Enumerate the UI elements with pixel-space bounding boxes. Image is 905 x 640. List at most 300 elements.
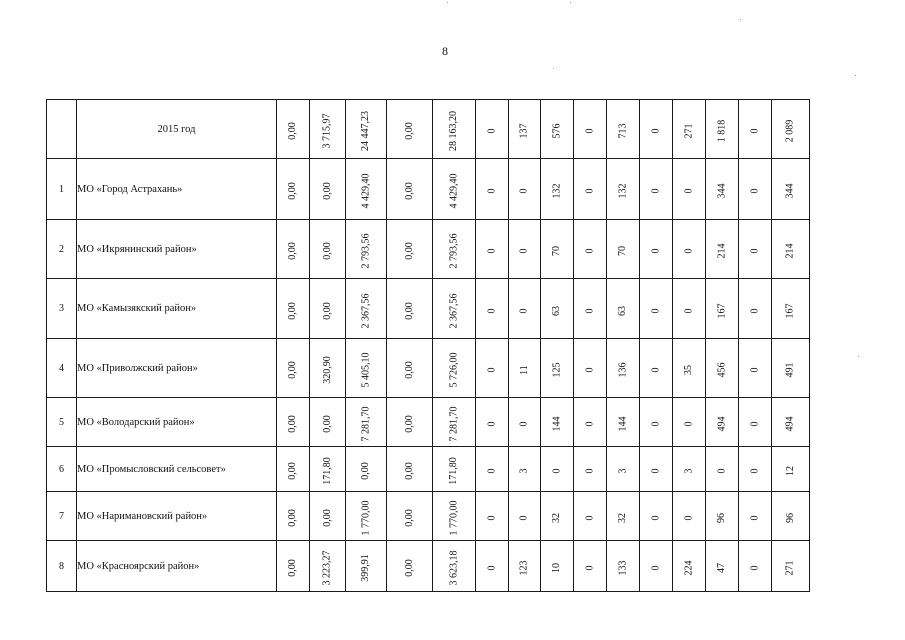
value-cell	[739, 279, 772, 339]
cell-value: 214	[784, 243, 796, 259]
table-row	[47, 220, 810, 279]
value-cell	[277, 100, 310, 159]
scan-speck	[855, 75, 856, 76]
cell-value: 63	[551, 305, 562, 316]
cell-value: 47	[716, 563, 727, 573]
value-cell	[706, 100, 739, 159]
cell-value: 0,00	[287, 182, 298, 200]
value-cell	[346, 159, 387, 220]
value-cell	[509, 159, 541, 220]
value-cell	[607, 100, 640, 159]
value-cell	[541, 339, 574, 398]
cell-value: 125	[551, 362, 562, 378]
cell-value: 32	[617, 513, 628, 523]
cell-value: 344	[716, 183, 727, 199]
cell-value: 3	[683, 468, 694, 474]
cell-value: 0	[584, 308, 595, 313]
value-cell	[346, 220, 387, 279]
value-cell	[277, 492, 310, 541]
cell-value: 0,00	[321, 415, 333, 433]
row-number: 8	[47, 541, 77, 592]
value-cell	[772, 279, 810, 339]
cell-value: 0	[683, 421, 694, 427]
value-cell	[277, 220, 310, 279]
cell-value: 0	[584, 128, 595, 134]
municipality-name: МО «Город Астрахань»	[77, 159, 277, 220]
value-cell	[346, 339, 387, 398]
value-cell	[387, 220, 433, 279]
row-number: 6	[47, 447, 77, 492]
cell-value: 0	[650, 565, 661, 571]
value-cell	[509, 492, 541, 541]
cell-value: 96	[784, 513, 796, 523]
cell-value: 167	[784, 303, 796, 318]
cell-value: 4 429,40	[448, 173, 459, 209]
cell-value: 2 367,56	[448, 293, 459, 328]
cell-value: 3	[617, 468, 628, 474]
value-cell	[772, 220, 810, 279]
value-cell	[346, 398, 387, 447]
value-cell	[640, 159, 673, 220]
cell-value: 0	[650, 468, 661, 474]
value-cell	[574, 159, 607, 220]
value-cell	[433, 100, 476, 159]
value-cell	[476, 541, 509, 592]
value-cell	[673, 339, 706, 398]
cell-value: 0,00	[403, 509, 415, 527]
value-cell	[310, 339, 346, 398]
value-cell	[739, 492, 772, 541]
cell-value: 123	[518, 560, 530, 576]
scan-speck	[570, 2, 571, 3]
value-cell	[509, 220, 541, 279]
value-cell	[476, 220, 509, 279]
value-cell	[739, 541, 772, 592]
value-cell	[476, 447, 509, 492]
table-header-row	[47, 100, 810, 159]
value-cell	[706, 220, 739, 279]
cell-value: 137	[518, 123, 530, 139]
cell-value: 344	[784, 183, 796, 199]
cell-value: 0	[683, 248, 694, 254]
value-cell	[673, 541, 706, 592]
value-cell	[574, 279, 607, 339]
cell-value: 2 367,56	[360, 293, 371, 328]
cell-value: 0,00	[403, 182, 415, 200]
value-cell	[739, 339, 772, 398]
cell-value: 576	[551, 123, 562, 139]
value-cell	[706, 279, 739, 339]
row-number: 1	[47, 159, 77, 220]
value-cell	[346, 100, 387, 159]
row-number	[47, 100, 77, 159]
cell-value: 0	[749, 565, 760, 571]
value-cell	[706, 541, 739, 592]
cell-value: 0	[584, 515, 595, 521]
cell-value: 3 715,97	[321, 113, 333, 149]
cell-value: 0	[683, 515, 694, 521]
value-cell	[509, 447, 541, 492]
value-cell	[574, 492, 607, 541]
cell-value: 10	[551, 563, 562, 573]
value-cell	[476, 159, 509, 220]
value-cell	[387, 339, 433, 398]
cell-value: 2 793,56	[448, 233, 459, 269]
scan-speck	[858, 356, 859, 357]
value-cell	[607, 339, 640, 398]
value-cell	[607, 541, 640, 592]
cell-value: 0	[749, 128, 760, 134]
value-cell	[706, 398, 739, 447]
cell-value: 5 405,10	[360, 352, 371, 388]
value-cell	[387, 398, 433, 447]
value-cell	[310, 279, 346, 339]
cell-value: 0	[650, 367, 661, 373]
cell-value: 0	[584, 421, 595, 427]
data-table	[46, 99, 810, 592]
value-cell	[574, 541, 607, 592]
value-cell	[640, 492, 673, 541]
cell-value: 11	[518, 365, 530, 375]
value-cell	[706, 159, 739, 220]
cell-value: 0	[518, 515, 530, 521]
table-row	[47, 159, 810, 220]
row-number: 3	[47, 279, 77, 339]
value-cell	[310, 220, 346, 279]
cell-value: 0	[518, 248, 530, 254]
cell-value: 0	[749, 367, 760, 373]
value-cell	[277, 279, 310, 339]
cell-value: 271	[683, 123, 694, 139]
value-cell	[640, 100, 673, 159]
cell-value: 494	[716, 416, 727, 432]
cell-value: 0	[650, 515, 661, 521]
cell-value: 35	[683, 365, 694, 375]
cell-value: 0	[486, 128, 497, 134]
value-cell	[433, 492, 476, 541]
cell-value: 1 770,00	[448, 500, 459, 536]
value-cell	[640, 447, 673, 492]
value-cell	[673, 279, 706, 339]
cell-value: 1 818	[716, 119, 727, 143]
cell-value: 0	[486, 367, 497, 373]
cell-value: 0,00	[321, 509, 333, 527]
value-cell	[541, 279, 574, 339]
cell-value: 0,00	[321, 242, 333, 260]
cell-value: 133	[617, 560, 628, 576]
cell-value: 0	[584, 367, 595, 373]
cell-value: 0	[716, 468, 727, 474]
cell-value: 3 623,18	[448, 550, 459, 586]
cell-value: 0	[749, 248, 760, 254]
value-cell	[387, 492, 433, 541]
value-cell	[541, 398, 574, 447]
cell-value: 7 281,70	[448, 406, 459, 442]
cell-value: 0	[518, 421, 530, 427]
cell-value: 0	[486, 188, 497, 194]
value-cell	[772, 541, 810, 592]
value-cell	[476, 279, 509, 339]
row-number: 4	[47, 339, 77, 398]
cell-value: 0,00	[403, 242, 415, 260]
value-cell	[509, 279, 541, 339]
value-cell	[346, 492, 387, 541]
cell-value: 0,00	[287, 559, 298, 577]
cell-value: 0	[518, 308, 530, 313]
row-number: 2	[47, 220, 77, 279]
table-row	[47, 447, 810, 492]
cell-value: 0	[486, 468, 497, 474]
value-cell	[607, 279, 640, 339]
value-cell	[739, 447, 772, 492]
value-cell	[346, 447, 387, 492]
cell-value: 320,90	[321, 356, 333, 384]
cell-value: 0,00	[360, 462, 371, 480]
value-cell	[387, 447, 433, 492]
scan-speck	[553, 68, 554, 69]
municipality-name: МО «Наримановский район»	[77, 492, 277, 541]
cell-value: 132	[551, 183, 562, 199]
value-cell	[387, 541, 433, 592]
value-cell	[476, 339, 509, 398]
value-cell	[706, 339, 739, 398]
cell-value: 2 793,56	[360, 233, 371, 269]
cell-value: 0,00	[403, 122, 415, 140]
cell-value: 0	[650, 421, 661, 427]
value-cell	[607, 159, 640, 220]
cell-value: 0,00	[287, 301, 298, 320]
value-cell	[509, 100, 541, 159]
cell-value: 28 163,20	[448, 111, 459, 151]
cell-value: 0,00	[403, 361, 415, 379]
value-cell	[387, 100, 433, 159]
cell-value: 0	[749, 308, 760, 313]
value-cell	[277, 447, 310, 492]
value-cell	[310, 447, 346, 492]
cell-value: 0,00	[287, 242, 298, 260]
cell-value: 0,00	[403, 301, 415, 320]
value-cell	[772, 339, 810, 398]
value-cell	[541, 100, 574, 159]
cell-value: 399,91	[360, 554, 371, 582]
cell-value: 0,00	[321, 301, 333, 320]
scan-speck	[740, 19, 741, 20]
cell-value: 0	[486, 515, 497, 521]
cell-value: 713	[617, 123, 628, 139]
value-cell	[476, 492, 509, 541]
value-cell	[310, 541, 346, 592]
table-row	[47, 541, 810, 592]
value-cell	[310, 100, 346, 159]
cell-value: 0	[650, 248, 661, 254]
value-cell	[310, 492, 346, 541]
value-cell	[574, 447, 607, 492]
cell-value: 70	[617, 246, 628, 256]
cell-value: 214	[716, 243, 727, 259]
value-cell	[541, 159, 574, 220]
table-row	[47, 339, 810, 398]
cell-value: 7 281,70	[360, 406, 371, 442]
cell-value: 491	[784, 362, 796, 378]
value-cell	[433, 159, 476, 220]
cell-value: 0	[486, 565, 497, 571]
value-cell	[640, 220, 673, 279]
cell-value: 0,00	[287, 509, 298, 527]
cell-value: 171,80	[448, 457, 459, 485]
value-cell	[607, 492, 640, 541]
cell-value: 0	[486, 421, 497, 427]
value-cell	[673, 100, 706, 159]
value-cell	[541, 541, 574, 592]
cell-value: 0,00	[403, 462, 415, 480]
value-cell	[706, 447, 739, 492]
value-cell	[433, 541, 476, 592]
value-cell	[574, 220, 607, 279]
cell-value: 32	[551, 513, 562, 523]
cell-value: 0	[683, 308, 694, 313]
cell-value: 0,00	[403, 559, 415, 577]
cell-value: 0	[584, 248, 595, 254]
value-cell	[673, 159, 706, 220]
scan-speck	[447, 2, 448, 3]
value-cell	[772, 100, 810, 159]
table-row	[47, 398, 810, 447]
municipality-name: МО «Володарский район»	[77, 398, 277, 447]
value-cell	[433, 398, 476, 447]
value-cell	[607, 447, 640, 492]
value-cell	[433, 279, 476, 339]
cell-value: 224	[683, 560, 694, 576]
municipality-name: МО «Камызякский район»	[77, 279, 277, 339]
value-cell	[772, 492, 810, 541]
value-cell	[607, 220, 640, 279]
value-cell	[346, 279, 387, 339]
row-number: 7	[47, 492, 77, 541]
value-cell	[433, 339, 476, 398]
value-cell	[772, 398, 810, 447]
cell-value: 0,00	[287, 122, 298, 140]
value-cell	[541, 447, 574, 492]
value-cell	[346, 541, 387, 592]
value-cell	[772, 447, 810, 492]
value-cell	[433, 447, 476, 492]
page-number: 8	[442, 44, 448, 58]
cell-value: 0,00	[287, 361, 298, 379]
value-cell	[673, 398, 706, 447]
cell-value: 0	[584, 565, 595, 571]
cell-value: 456	[716, 362, 727, 378]
value-cell	[640, 398, 673, 447]
value-cell	[640, 279, 673, 339]
value-cell	[673, 220, 706, 279]
cell-value: 96	[716, 513, 727, 523]
value-cell	[476, 398, 509, 447]
municipality-name: МО «Икрянинский район»	[77, 220, 277, 279]
cell-value: 0,00	[287, 462, 298, 480]
cell-value: 12	[784, 466, 796, 476]
cell-value: 0	[650, 188, 661, 194]
cell-value: 24 447,23	[360, 111, 371, 151]
cell-value: 0	[486, 248, 497, 254]
cell-value: 132	[617, 183, 628, 199]
value-cell	[673, 492, 706, 541]
cell-value: 494	[784, 416, 796, 432]
cell-value: 5 726,00	[448, 352, 459, 388]
value-cell	[509, 541, 541, 592]
value-cell	[277, 159, 310, 220]
value-cell	[541, 220, 574, 279]
cell-value: 0	[749, 188, 760, 194]
cell-value: 0	[749, 515, 760, 521]
municipality-name: МО «Приволжский район»	[77, 339, 277, 398]
cell-value: 3	[518, 468, 530, 474]
value-cell	[739, 398, 772, 447]
value-cell	[433, 220, 476, 279]
value-cell	[387, 159, 433, 220]
value-cell	[509, 398, 541, 447]
cell-value: 0	[551, 468, 562, 474]
cell-value: 0	[584, 468, 595, 474]
value-cell	[310, 159, 346, 220]
value-cell	[277, 339, 310, 398]
value-cell	[640, 541, 673, 592]
cell-value: 0	[650, 308, 661, 313]
value-cell	[739, 159, 772, 220]
municipality-name: МО «Промысловский сельсовет»	[77, 447, 277, 492]
value-cell	[706, 492, 739, 541]
cell-value: 0	[749, 421, 760, 427]
value-cell	[574, 398, 607, 447]
value-cell	[574, 339, 607, 398]
value-cell	[509, 339, 541, 398]
cell-value: 1 770,00	[360, 500, 371, 536]
municipality-name: МО «Красноярский район»	[77, 541, 277, 592]
value-cell	[277, 398, 310, 447]
cell-value: 4 429,40	[360, 173, 371, 209]
cell-value: 167	[716, 303, 727, 318]
value-cell	[673, 447, 706, 492]
value-cell	[640, 339, 673, 398]
cell-value: 144	[617, 416, 628, 432]
value-cell	[739, 220, 772, 279]
cell-value: 0	[683, 188, 694, 194]
row-number: 5	[47, 398, 77, 447]
cell-value: 0,00	[287, 415, 298, 433]
cell-value: 2 089	[784, 119, 796, 143]
cell-value: 0	[749, 468, 760, 474]
year-label: 2015 год	[77, 100, 277, 159]
cell-value: 136	[617, 362, 628, 378]
cell-value: 63	[617, 305, 628, 316]
value-cell	[387, 279, 433, 339]
value-cell	[277, 541, 310, 592]
cell-value: 0	[584, 188, 595, 194]
cell-value: 0,00	[321, 182, 333, 200]
cell-value: 0	[486, 308, 497, 313]
value-cell	[607, 398, 640, 447]
cell-value: 271	[784, 560, 796, 576]
cell-value: 0	[650, 128, 661, 134]
cell-value: 70	[551, 246, 562, 256]
cell-value: 0	[518, 188, 530, 194]
value-cell	[541, 492, 574, 541]
value-cell	[310, 398, 346, 447]
value-cell	[574, 100, 607, 159]
cell-value: 3 223,27	[321, 550, 333, 586]
table-row	[47, 492, 810, 541]
cell-value: 144	[551, 416, 562, 432]
cell-value: 0,00	[403, 415, 415, 433]
